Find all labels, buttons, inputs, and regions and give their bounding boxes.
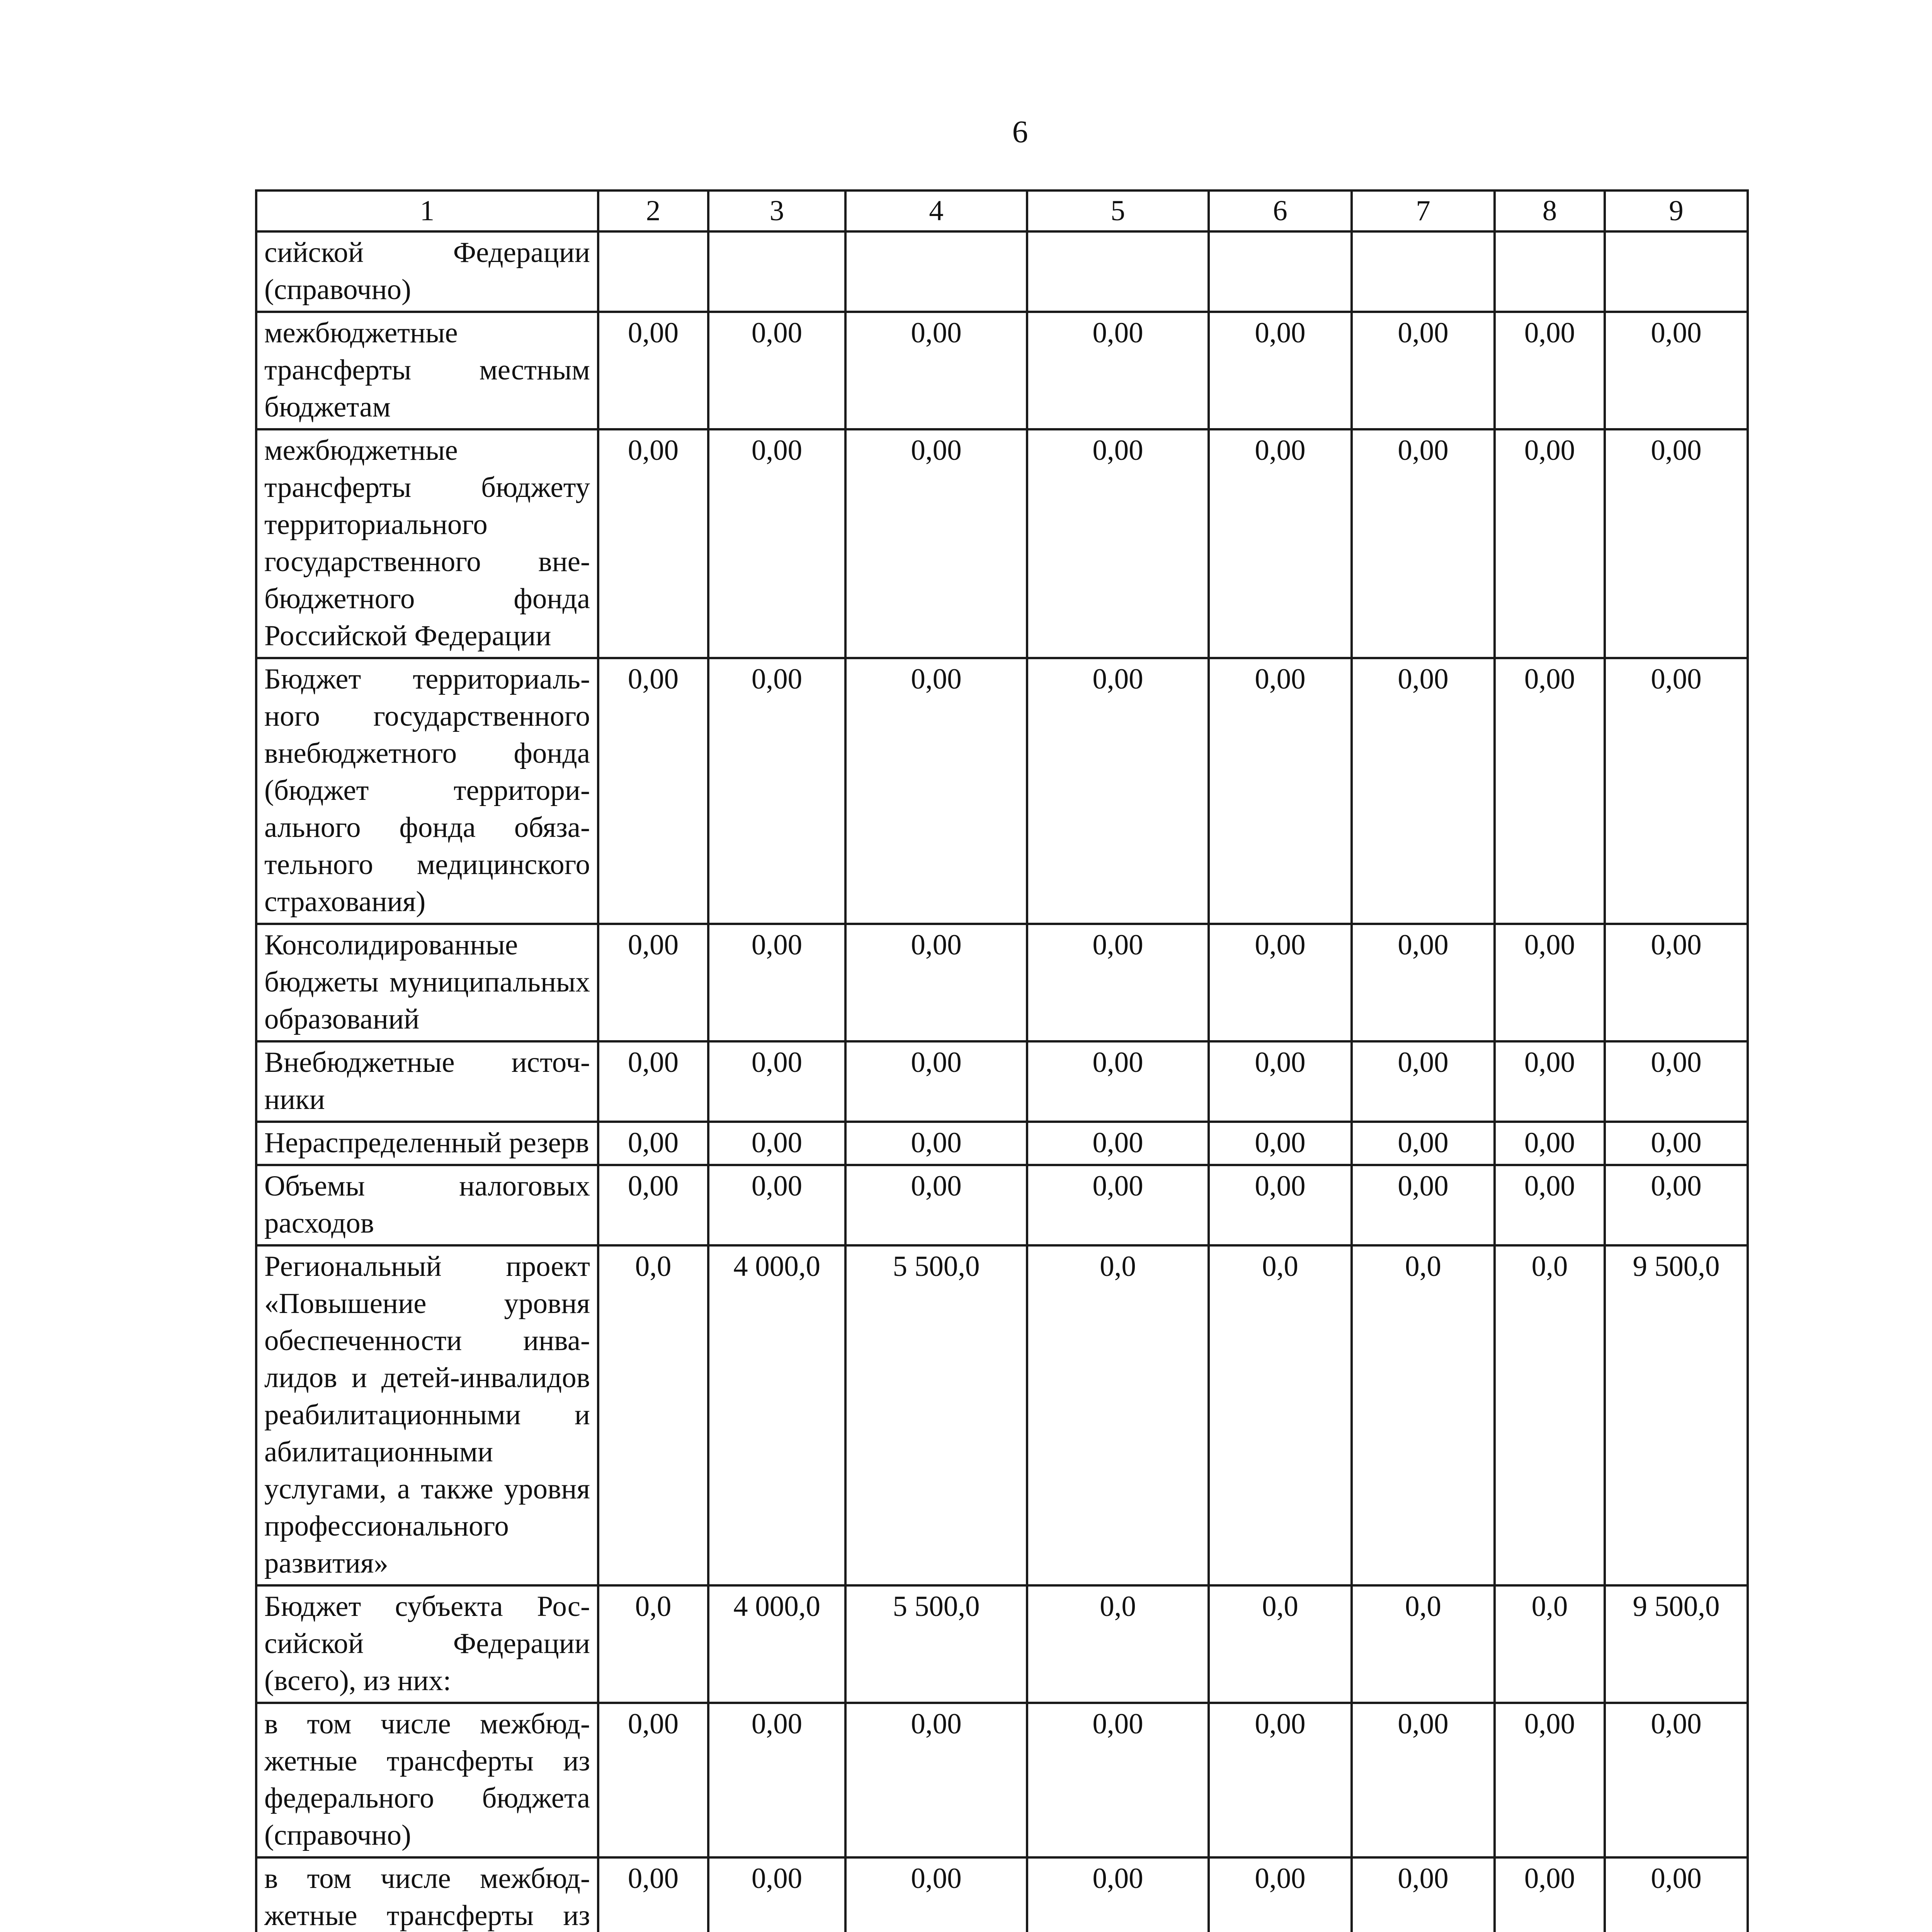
cell-value: 0,00	[1605, 658, 1748, 924]
row-label: Бюджет территориального государственного внебюджетного фонда (бюджет территориального фонда обязательного медицинского страхования)	[256, 658, 598, 924]
table-header-row	[256, 190, 1748, 231]
cell-value: 0,0	[1495, 1245, 1605, 1585]
cell-value: 0,00	[845, 429, 1027, 658]
cell-value: 0,00	[1605, 312, 1748, 429]
cell-value: 0,00	[1352, 1041, 1495, 1122]
column-header-7: 7	[1352, 190, 1495, 231]
table-row	[256, 1857, 1748, 1932]
cell-value: 0,00	[845, 658, 1027, 924]
cell-value: 0,00	[1495, 1041, 1605, 1122]
cell-value	[598, 231, 708, 312]
cell-value: 0,0	[1352, 1245, 1495, 1585]
cell-value: 0,00	[1209, 429, 1352, 658]
cell-value: 0,00	[598, 1165, 708, 1245]
cell-value: 0,00	[1027, 1703, 1209, 1857]
cell-value: 0,00	[598, 1703, 708, 1857]
table-row	[256, 1585, 1748, 1703]
cell-value: 0,00	[708, 658, 845, 924]
cell-value: 0,00	[1209, 312, 1352, 429]
cell-value: 0,00	[708, 1703, 845, 1857]
cell-value: 0,00	[1209, 658, 1352, 924]
cell-value: 0,00	[708, 924, 845, 1041]
table-row	[256, 1122, 1748, 1165]
cell-value: 0,00	[1027, 1857, 1209, 1932]
cell-value: 4 000,0	[708, 1585, 845, 1703]
cell-value: 0,00	[1027, 1165, 1209, 1245]
cell-value: 0,00	[708, 1041, 845, 1122]
cell-value: 0,00	[1352, 658, 1495, 924]
cell-value: 0,00	[1209, 1122, 1352, 1165]
cell-value	[708, 231, 845, 312]
cell-value: 0,00	[598, 658, 708, 924]
cell-value	[845, 231, 1027, 312]
table-row	[256, 1165, 1748, 1245]
row-label: сийской Федерации (справочно)	[256, 231, 598, 312]
cell-value: 0,00	[1352, 1165, 1495, 1245]
cell-value: 0,00	[708, 1122, 845, 1165]
cell-value: 0,00	[1352, 312, 1495, 429]
cell-value: 0,00	[1495, 1703, 1605, 1857]
cell-value: 0,00	[1209, 924, 1352, 1041]
cell-value: 0,00	[845, 312, 1027, 429]
column-header-4: 4	[845, 190, 1027, 231]
cell-value: 0,00	[845, 1041, 1027, 1122]
cell-value: 5 500,0	[845, 1585, 1027, 1703]
cell-value	[1352, 231, 1495, 312]
cell-value: 0,00	[845, 924, 1027, 1041]
cell-value	[1209, 231, 1352, 312]
cell-value	[1027, 231, 1209, 312]
row-label: Объемы налоговых расходов	[256, 1165, 598, 1245]
budget-table	[255, 189, 1749, 1932]
row-label: межбюджетные трансферты бюджету территориального государственного внебюджетного фонда Российской Федерации	[256, 429, 598, 658]
column-header-8: 8	[1495, 190, 1605, 231]
cell-value	[1605, 231, 1748, 312]
cell-value: 0,00	[1027, 924, 1209, 1041]
cell-value: 0,00	[845, 1165, 1027, 1245]
cell-value: 9 500,0	[1605, 1585, 1748, 1703]
cell-value: 0,00	[598, 924, 708, 1041]
cell-value: 0,00	[708, 1165, 845, 1245]
cell-value: 0,0	[598, 1585, 708, 1703]
table-row	[256, 1245, 1748, 1585]
table-row	[256, 429, 1748, 658]
cell-value: 0,00	[1027, 1041, 1209, 1122]
cell-value: 0,0	[1352, 1585, 1495, 1703]
cell-value: 0,00	[708, 312, 845, 429]
cell-value: 0,00	[1209, 1165, 1352, 1245]
cell-value: 0,00	[1027, 1122, 1209, 1165]
cell-value: 0,00	[1352, 924, 1495, 1041]
cell-value: 0,00	[1027, 658, 1209, 924]
column-header-5: 5	[1027, 190, 1209, 231]
cell-value: 0,0	[1209, 1245, 1352, 1585]
cell-value: 0,00	[1352, 429, 1495, 658]
cell-value: 0,00	[1605, 1122, 1748, 1165]
cell-value: 0,00	[598, 1857, 708, 1932]
cell-value: 0,00	[1605, 429, 1748, 658]
row-label: Бюджет субъекта Российской Федерации (всего), из них:	[256, 1585, 598, 1703]
cell-value: 0,00	[1605, 1857, 1748, 1932]
row-label: Внебюджетные источники	[256, 1041, 598, 1122]
cell-value: 0,00	[598, 312, 708, 429]
cell-value: 0,00	[1027, 312, 1209, 429]
cell-value: 9 500,0	[1605, 1245, 1748, 1585]
row-label: Нераспределенный резерв	[256, 1122, 598, 1165]
cell-value: 0,00	[1352, 1703, 1495, 1857]
table-row	[256, 1703, 1748, 1857]
cell-value: 0,0	[1209, 1585, 1352, 1703]
cell-value: 0,00	[1209, 1041, 1352, 1122]
cell-value: 0,00	[1209, 1703, 1352, 1857]
cell-value: 0,00	[1495, 658, 1605, 924]
row-label: в том числе межбюджетные трансферты из	[256, 1857, 598, 1932]
cell-value: 0,00	[1495, 1857, 1605, 1932]
cell-value: 0,0	[1495, 1585, 1605, 1703]
row-label: Консолидированные бюджеты муниципальных образований	[256, 924, 598, 1041]
cell-value: 0,00	[1605, 1703, 1748, 1857]
table-body	[256, 231, 1748, 1932]
cell-value: 0,00	[1605, 1041, 1748, 1122]
cell-value: 0,00	[1495, 312, 1605, 429]
cell-value: 0,00	[845, 1857, 1027, 1932]
cell-value: 0,00	[598, 1041, 708, 1122]
table-row	[256, 312, 1748, 429]
cell-value: 0,00	[1605, 1165, 1748, 1245]
cell-value: 4 000,0	[708, 1245, 845, 1585]
cell-value: 0,00	[1352, 1857, 1495, 1932]
table-row	[256, 924, 1748, 1041]
cell-value: 5 500,0	[845, 1245, 1027, 1585]
cell-value: 0,00	[1495, 1165, 1605, 1245]
cell-value: 0,00	[845, 1703, 1027, 1857]
cell-value: 0,0	[1027, 1585, 1209, 1703]
cell-value: 0,00	[708, 1857, 845, 1932]
row-label: межбюджетные трансферты местным бюджетам	[256, 312, 598, 429]
cell-value: 0,00	[1352, 1122, 1495, 1165]
cell-value: 0,00	[1495, 429, 1605, 658]
row-label: Региональный проект «Повышение уровня обеспеченности инвалидов и детей-инвалидов реабилитационными и абилитационными услугами, а также уровня профессионального развития»	[256, 1245, 598, 1585]
cell-value: 0,00	[1495, 924, 1605, 1041]
column-header-6: 6	[1209, 190, 1352, 231]
cell-value: 0,00	[708, 429, 845, 658]
column-header-1: 1	[256, 190, 598, 231]
cell-value: 0,00	[845, 1122, 1027, 1165]
cell-value: 0,00	[1027, 429, 1209, 658]
cell-value: 0,00	[1209, 1857, 1352, 1932]
cell-value: 0,00	[1495, 1122, 1605, 1165]
cell-value	[1495, 231, 1605, 312]
cell-value: 0,00	[598, 429, 708, 658]
page-number: 6	[1012, 114, 1028, 149]
cell-value: 0,0	[1027, 1245, 1209, 1585]
table-row	[256, 658, 1748, 924]
column-header-3: 3	[708, 190, 845, 231]
column-header-9: 9	[1605, 190, 1748, 231]
table-row	[256, 1041, 1748, 1122]
column-header-2: 2	[598, 190, 708, 231]
cell-value: 0,0	[598, 1245, 708, 1585]
row-label: в том числе межбюджетные трансферты из федерального бюджета (справочно)	[256, 1703, 598, 1857]
cell-value: 0,00	[598, 1122, 708, 1165]
cell-value: 0,00	[1605, 924, 1748, 1041]
table-row	[256, 231, 1748, 312]
